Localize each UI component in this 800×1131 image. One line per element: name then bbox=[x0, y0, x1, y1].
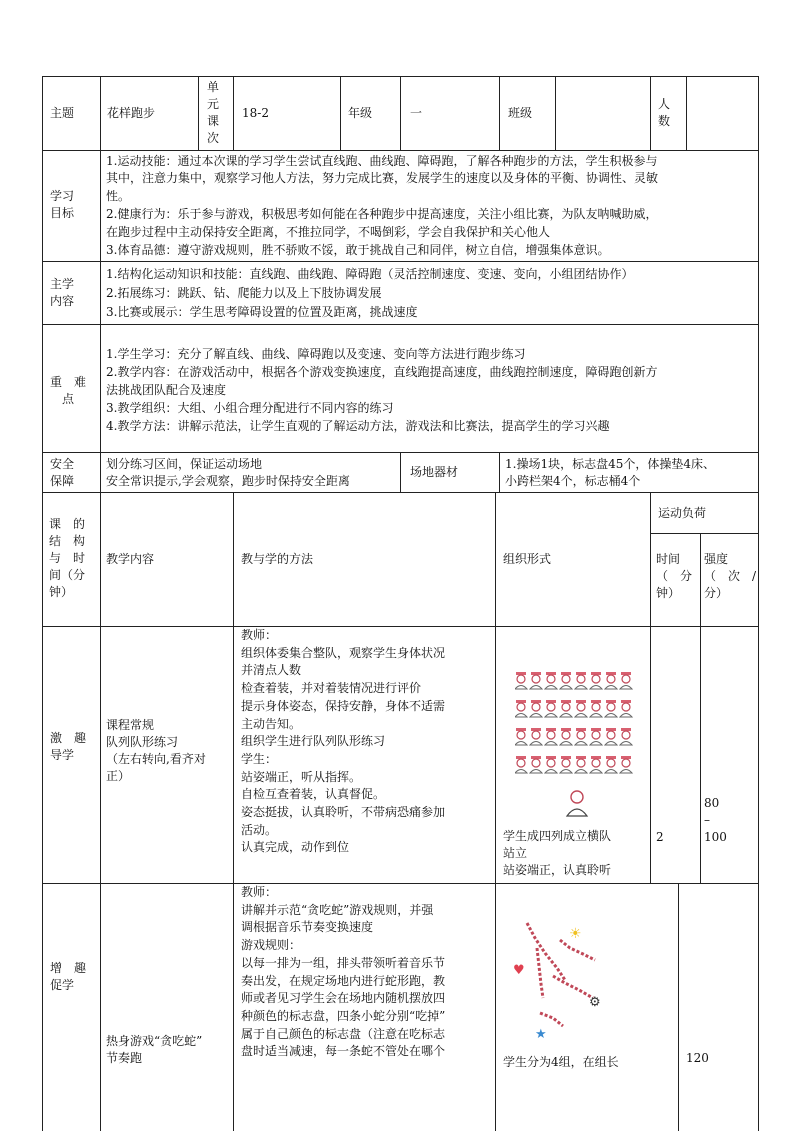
section1-content: 课程常规 队列队形练习 （左右转向,看齐对 正） bbox=[106, 718, 206, 783]
student-icon bbox=[530, 672, 542, 689]
keypoints-line-1: 1.学生学习：充分了解直线、曲线、障碍跑以及变速、变向等方法进行跑步练习 bbox=[106, 347, 526, 361]
heart-marker-icon: ♥ bbox=[513, 963, 525, 978]
section2-label: 增 趣 促学 bbox=[50, 961, 87, 992]
student-icon bbox=[590, 672, 602, 689]
keypoints-line-4: 3.教学组织：大组、小组合理分配进行不同内容的练习 bbox=[106, 401, 394, 415]
student-icon bbox=[560, 756, 572, 773]
student-icon bbox=[560, 672, 572, 689]
student-icon bbox=[545, 728, 557, 745]
goals-line-2: 其中，注意力集中，观察学习他人方法，努力完成比赛，发展学生的速度以及身体的平衡、协调性、灵敏 bbox=[106, 171, 659, 185]
count-label: 人 数 bbox=[658, 97, 671, 128]
goals-line-3: 性。 bbox=[106, 189, 131, 203]
student-icon bbox=[530, 728, 542, 745]
section2-method: 教师： 讲解并示范“贪吃蛇”游戏规则，并强 调根据音乐节奏变换速度 游戏规则： 以每一排为一组，排头带领听着音乐节 奏出发，在规定场地内进行蛇形跑，教 师或者见习学生会在场地内随机摆放四 种颜色的标志盘，四条小蛇分别“吃掉” 属于自己颜色的标志盘（注意在吃标志 盘时适当减速，每一条蛇不管处在哪个 bbox=[241, 885, 446, 1059]
student-icon bbox=[620, 756, 632, 773]
keypoints-line-5: 4.教学方法：讲解示范法，让学生直观的了解运动方法，游戏法和比赛法，提高学生的学习兴趣 bbox=[106, 419, 610, 433]
class-label: 班级 bbox=[508, 106, 533, 120]
sun-marker-icon: ☀ bbox=[569, 926, 582, 942]
time-header: 时间 （ 分 钟） bbox=[656, 552, 693, 600]
student-icon bbox=[575, 756, 587, 773]
goals-label: 学习 目标 bbox=[50, 189, 75, 220]
student-icon bbox=[620, 700, 632, 717]
content-line-3: 3.比赛或展示：学生思考障碍设置的位置及距离，挑战速度 bbox=[106, 305, 418, 319]
equipment-label: 场地器材 bbox=[410, 465, 459, 479]
section2-content: 热身游戏“贪吃蛇” 节奏跑 bbox=[106, 1034, 203, 1065]
section1-intensity: 80 – 100 bbox=[704, 796, 727, 844]
teacher-icon bbox=[567, 791, 587, 816]
content-line-1: 1.结构化运动知识和技能：直线跑、曲线跑、障碍跑（灵活控制速度、变速、变向，小组团结协作） bbox=[106, 267, 634, 281]
equipment-text: 1.操场1块，标志盘45个，体操垫4床、 小跨栏架4个，标志桶4个 bbox=[505, 457, 715, 488]
student-icon bbox=[575, 672, 587, 689]
safety-label: 安全 保障 bbox=[50, 457, 75, 488]
theme-value: 花样跑步 bbox=[107, 106, 156, 120]
student-icon bbox=[515, 756, 527, 773]
keypoints-label: 重 难 点 bbox=[50, 375, 87, 406]
theme-label: 主题 bbox=[50, 106, 75, 120]
student-icon bbox=[530, 700, 542, 717]
student-icon bbox=[545, 700, 557, 717]
method-header: 教与学的方法 bbox=[241, 552, 314, 566]
exercise-load-header: 运动负荷 bbox=[658, 506, 707, 520]
grade-label: 年级 bbox=[348, 106, 373, 120]
student-icon bbox=[605, 672, 617, 689]
unit-value: 18-2 bbox=[242, 106, 269, 120]
goals-line-1: 1.运动技能：通过本次课的学习学生尝试直线跑、曲线跑、障碍跑，了解各种跑步的方法，学生积极参与 bbox=[106, 154, 658, 168]
student-icon bbox=[560, 728, 572, 745]
section1-label: 激 趣 导学 bbox=[50, 731, 87, 762]
formation-diagram bbox=[515, 672, 640, 822]
content-label: 主学 内容 bbox=[50, 277, 75, 308]
goals-line-4: 2.健康行为：乐于参与游戏，积极思考如何能在各种跑步中提高速度，关注小组比赛，为队友呐喊助威， bbox=[106, 207, 658, 221]
goals-line-6: 3.体育品德：遵守游戏规则，胜不骄败不馁，敢于挑战自己和同伴，树立自信，增强集体意识。 bbox=[106, 243, 610, 257]
student-icon bbox=[575, 728, 587, 745]
grade-value: 一 bbox=[410, 106, 423, 120]
intensity-header: 强度 （ 次 / 分） bbox=[704, 552, 757, 600]
section2-intensity: 120 bbox=[686, 1051, 709, 1065]
section1-time: 2 bbox=[656, 830, 664, 844]
teaching-content-header: 教学内容 bbox=[106, 552, 155, 566]
gear-marker-icon: ⚙ bbox=[589, 995, 601, 1010]
student-icon bbox=[545, 756, 557, 773]
student-icon bbox=[545, 672, 557, 689]
student-icon bbox=[575, 700, 587, 717]
section1-organization: 学生成四列成立横队 站立 站姿端正，认真聆听 bbox=[503, 829, 612, 877]
student-icon bbox=[605, 700, 617, 717]
student-icon bbox=[560, 700, 572, 717]
student-icon bbox=[590, 756, 602, 773]
student-icon bbox=[530, 756, 542, 773]
student-icon bbox=[605, 728, 617, 745]
student-icon bbox=[590, 728, 602, 745]
student-icon bbox=[515, 728, 527, 745]
organization-header: 组织形式 bbox=[503, 552, 552, 566]
safety-text: 划分练习区间，保证运动场地 安全常识提示,学会观察，跑步时保持安全距离 bbox=[106, 457, 350, 488]
section1-method: 教师： 组织体委集合整队，观察学生身体状况 并清点人数 检查着装，并对着装情况进行评价 提示身体姿态，保持安静，身体不适需 主动告知。 组织学生进行队列队形练习 学生： 站姿端正，听从指挥。 自检互查着装，认真督促。 姿态挺拔，认真聆听，不带病恐痛参加 活动。 认真完成，动作到位 bbox=[241, 628, 446, 855]
keypoints-line-3: 法挑战团队配合及速度 bbox=[106, 383, 227, 397]
section2-organization: 学生分为4组，在组长 bbox=[503, 1055, 619, 1069]
structure-col-label: 课 的 结 构 与 时 间（分 钟） bbox=[49, 517, 86, 599]
student-icon bbox=[605, 756, 617, 773]
content-line-2: 2.拓展练习：跳跃、钻、爬能力以及上下肢协调发展 bbox=[106, 286, 382, 300]
star-marker-icon: ★ bbox=[535, 1027, 547, 1042]
student-icon bbox=[620, 728, 632, 745]
keypoints-line-2: 2.教学内容：在游戏活动中，根据各个游戏变换速度，直线跑提高速度，曲线跑控制速度，障碍跑创新方 bbox=[106, 365, 658, 379]
student-icon bbox=[590, 700, 602, 717]
student-icon bbox=[515, 700, 527, 717]
goals-line-5: 在跑步过程中主动保持安全距离，不推拉同学，不喝倒彩，学会自我保护和关心他人 bbox=[106, 225, 551, 239]
unit-label: 单 元 课 次 bbox=[207, 80, 220, 145]
student-icon bbox=[515, 672, 527, 689]
snake-game-diagram bbox=[505, 918, 615, 1043]
student-icon bbox=[620, 672, 632, 689]
